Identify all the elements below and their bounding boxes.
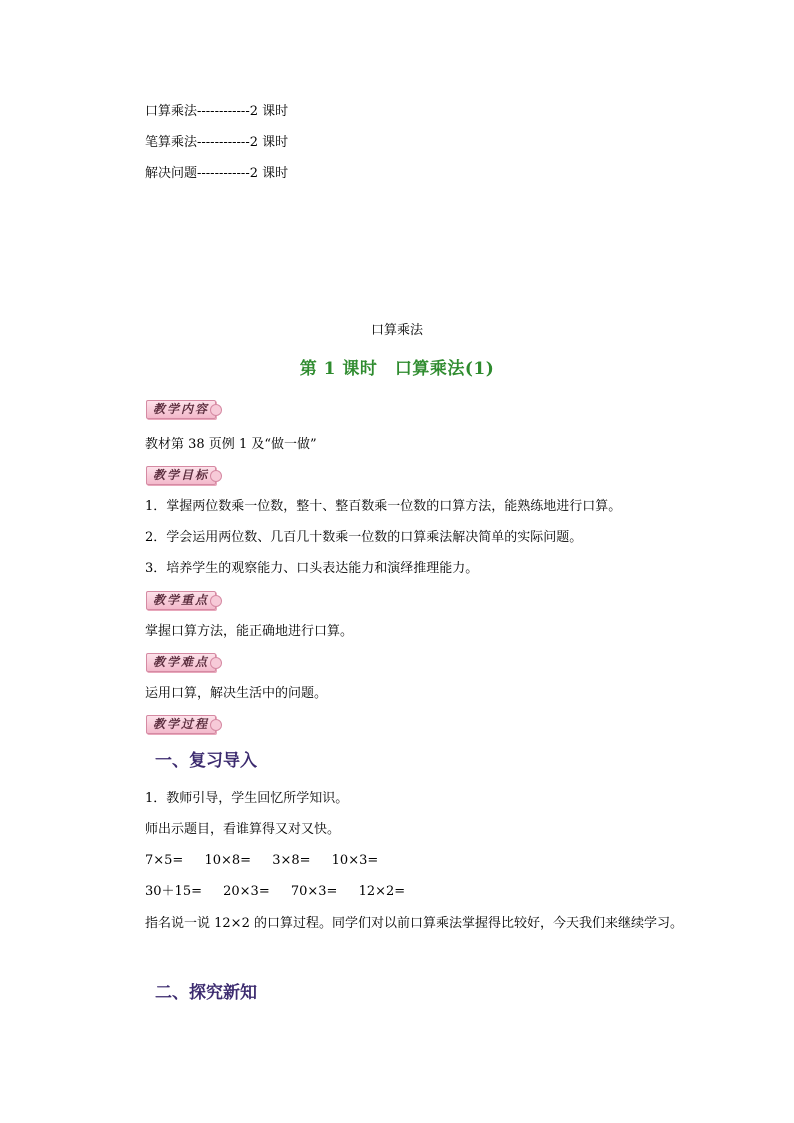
section-heading: 口算乘法 — [370, 323, 423, 338]
goal-3: 3．培养学生的观察能力、口头表达能力和演绎推理能力。 — [145, 561, 479, 576]
part1-line-4: 30＋15= 20×3= 70×3= 12×2= — [145, 884, 406, 899]
goal-1: 1．掌握两位数乘一位数，整十、整百数乘一位数的口算方法，能熟练地进行口算。 — [145, 499, 622, 514]
part1-line-1: 1．教师引导，学生回忆所学知识。 — [145, 791, 349, 806]
toc-item-2: 笔算乘法------------2 课时 — [145, 135, 289, 150]
part1-line-3: 7×5= 10×8= 3×8= 10×3= — [145, 853, 379, 868]
tag-difficulty: 教学难点 — [146, 653, 216, 672]
difficulty-text: 运用口算，解决生活中的问题。 — [145, 686, 328, 701]
part1-line-2: 师出示题目，看谁算得又对又快。 — [145, 822, 341, 837]
tag-process: 教学过程 — [146, 715, 216, 734]
tag-content: 教学内容 — [146, 400, 216, 419]
part1-paragraph: 指名说一说 12×2 的口算过程。同学们对以前口算乘法掌握得比较好，今天我们来继续学习。 — [145, 916, 683, 931]
tag-key: 教学重点 — [146, 591, 216, 610]
content-text: 教材第 38 页例 1 及“做一做” — [145, 437, 317, 452]
lesson-title: 第 1 课时 口算乘法(1) — [299, 359, 495, 379]
part1-title: 一、复习导入 — [155, 751, 257, 771]
part2-title: 二、探究新知 — [155, 983, 257, 1003]
toc-item-3: 解决问题------------2 课时 — [145, 166, 289, 181]
goal-2: 2．学会运用两位数、几百几十数乘一位数的口算乘法解决简单的实际问题。 — [145, 530, 583, 545]
toc-item-1: 口算乘法------------2 课时 — [145, 104, 289, 119]
tag-goals: 教学目标 — [146, 466, 216, 485]
key-text: 掌握口算方法，能正确地进行口算。 — [145, 624, 354, 639]
